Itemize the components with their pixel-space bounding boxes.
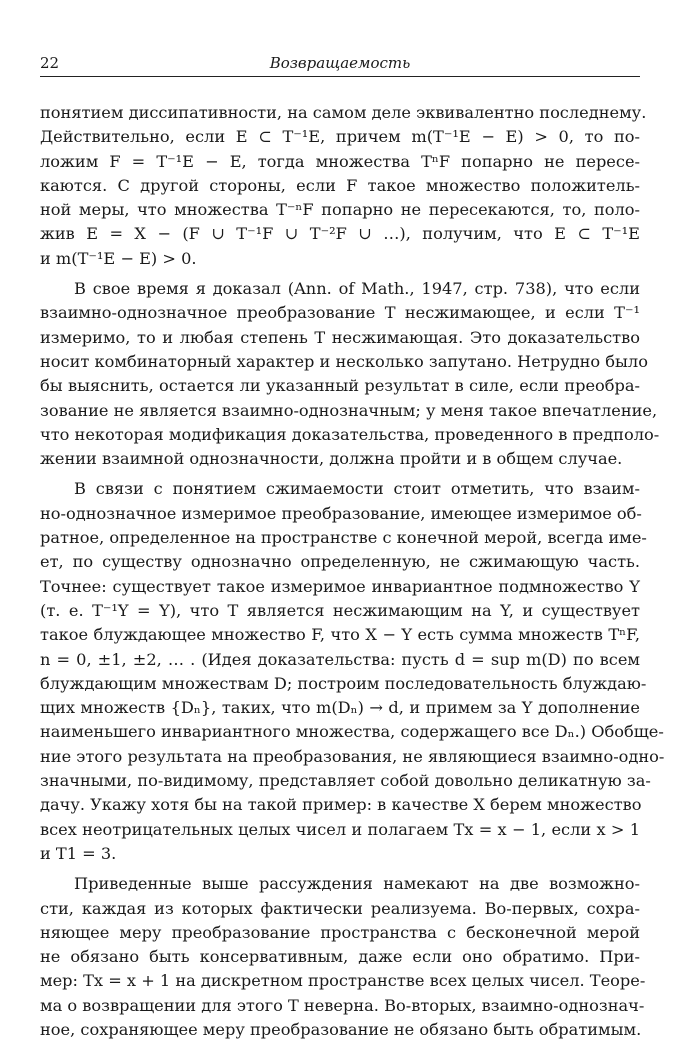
text-line: Приведенные выше рассуждения намекают на две возможно- <box>74 874 640 894</box>
text-line: няющее меру преобразование пространства с бесконечной мерой <box>40 922 640 942</box>
text-line: бы выяснить, остается ли указанный результат в силе, если преобра- <box>40 376 640 396</box>
paragraph <box>40 277 660 471</box>
text-line: ной меры, что множества T⁻ⁿF попарно не пересекаются, то, поло- <box>40 200 640 220</box>
text-line: такое блуждающее множество F, что X − Y есть сумма множеств TⁿF, <box>40 625 640 645</box>
text-line: и m(T⁻¹E − E) > 0. <box>40 248 197 268</box>
text-line: Точнее: существует такое измеримое инвариантное подмножество Y <box>40 576 640 596</box>
text-line: n = 0, ±1, ±2, … . (Идея доказательства: пусть d = sup m(D) по всем <box>40 649 640 669</box>
text-line: ние этого результата на преобразования, не являющиеся взаимно-одно- <box>40 746 665 766</box>
text-line: ложим F = T⁻¹E − E, тогда множества TⁿF попарно не пересе- <box>40 151 640 171</box>
paragraph <box>40 101 647 271</box>
text-line: ное, сохраняющее меру преобразование не обязано быть обратимым. <box>40 1019 642 1039</box>
text-line: мер: Tx = x + 1 на дискретном пространстве всех целых чисел. Теоре- <box>40 971 646 991</box>
paragraph <box>40 872 646 1042</box>
text-line: носит комбинаторный характер и несколько запутано. Нетрудно было <box>40 351 648 371</box>
book-page <box>40 52 665 1042</box>
text-line: ма о возвращении для этого T неверна. Во-вторых, взаимно-однознач- <box>40 995 645 1015</box>
running-head <box>40 52 640 77</box>
text-line: жении взаимной однозначности, должна пройти и в общем случае. <box>40 449 623 469</box>
text-line: блуждающим множествам D; построим последовательность блуждаю- <box>40 673 647 693</box>
text-line: ратное, определенное на пространстве с конечной мерой, всегда име- <box>40 528 647 548</box>
text-line: не обязано быть консервативным, даже если оно обратимо. При- <box>40 947 640 967</box>
text-line: но-однозначное измеримое преобразование, имеющее измеримое об- <box>40 503 642 523</box>
text-line: (т. е. T⁻¹Y = Y), что T является несжимающим на Y, и существует <box>40 600 640 620</box>
text-line: щих множеств {Dₙ}, таких, что m(Dₙ) → d, и примем за Y дополнение <box>40 698 640 718</box>
page-number: 22 <box>40 54 60 72</box>
text-line: что некоторая модификация доказательства, проведенного в предполо- <box>40 424 660 444</box>
text-line: измеримо, то и любая степень T несжимающая. Это доказательство <box>40 327 640 347</box>
text-line: и T1 = 3. <box>40 843 117 863</box>
text-line: взаимно-однозначное преобразование T несжимающее, и если T⁻¹ <box>40 303 640 323</box>
text-line: зование не является взаимно-однозначным; у меня такое впечатление, <box>40 400 658 420</box>
text-line: дачу. Укажу хотя бы на такой пример: в качестве X берем множество <box>40 795 642 815</box>
text-line: Действительно, если E ⊂ T⁻¹E, причем m(T⁻¹E − E) > 0, то по- <box>40 127 640 147</box>
text-line: ет, по существу однозначно определенную, не сжимающую часть. <box>40 552 640 572</box>
paragraph <box>40 477 665 866</box>
text-line: каются. С другой стороны, если F такое множество положитель- <box>40 175 640 195</box>
text-line: наименьшего инвариантного множества, содержащего все Dₙ.) Обобще- <box>40 722 664 742</box>
body-text <box>40 101 665 1042</box>
running-title: Возвращаемость <box>269 54 411 72</box>
text-line: сти, каждая из которых фактически реализуема. Во-первых, сохра- <box>40 898 640 918</box>
text-line: В связи с понятием сжимаемости стоит отметить, что взаим- <box>74 479 640 499</box>
text-line: жив E = X − (F ∪ T⁻¹F ∪ T⁻²F ∪ …), получим, что E ⊂ T⁻¹E <box>40 224 640 244</box>
text-line: всех неотрицательных целых чисел и полагаем Tx = x − 1, если x > 1 <box>40 819 640 839</box>
text-line: В свое время я доказал (Ann. of Math., 1947, стр. 738), что если <box>74 279 640 299</box>
text-line: понятием диссипативности, на самом деле эквивалентно последнему. <box>40 103 647 122</box>
text-line: значными, по-видимому, представляет собой довольно деликатную за- <box>40 771 651 791</box>
